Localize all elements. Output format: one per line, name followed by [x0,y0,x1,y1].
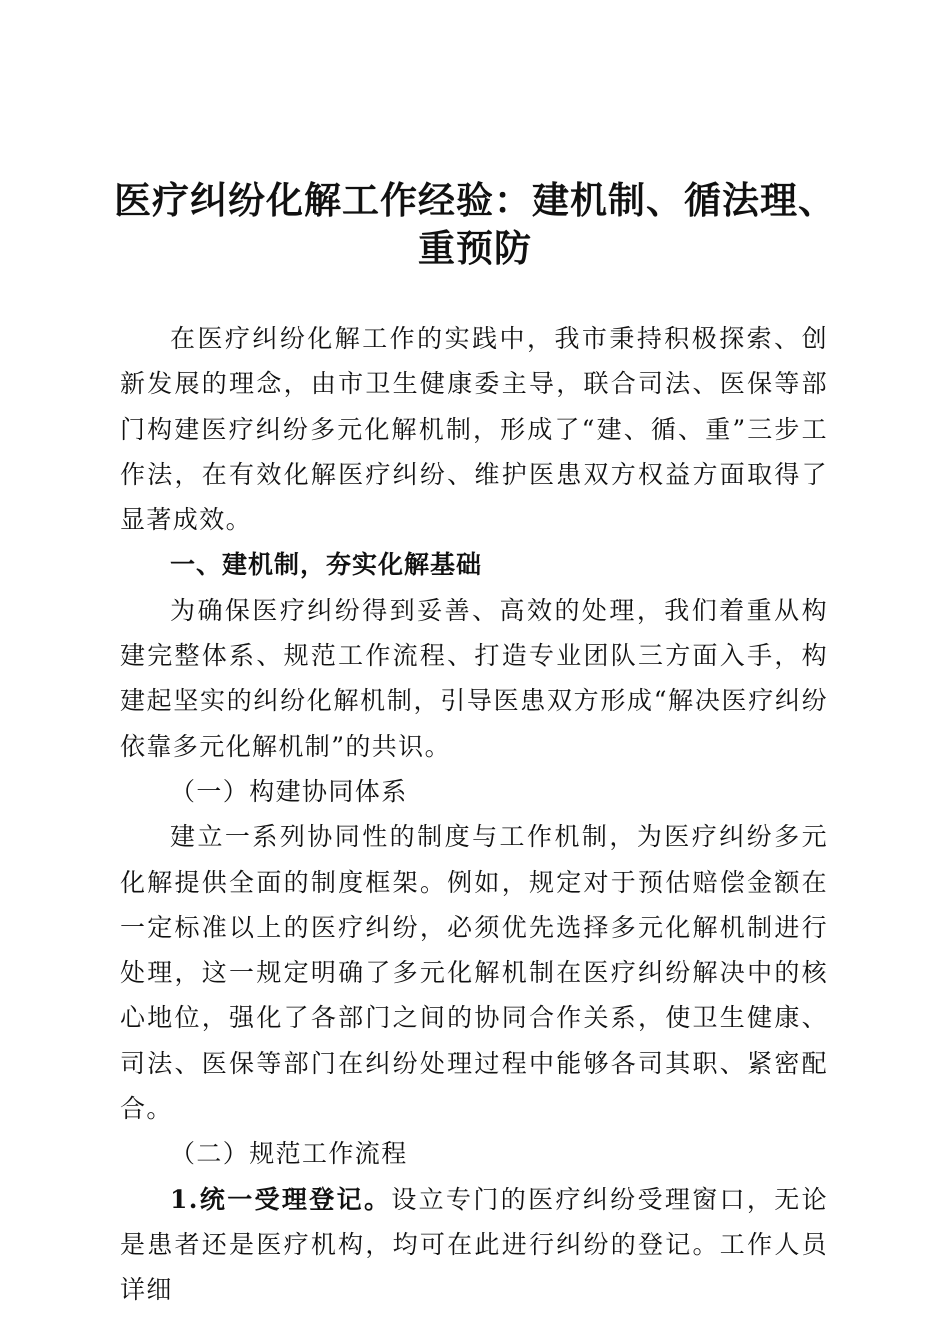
section-heading-1: 一、建机制，夯实化解基础 [170,550,483,580]
subsection-heading-1: （一）构建协同体系 [170,776,408,806]
item-lead: 1.统一受理登记。 [170,1184,392,1214]
section-1-paragraph: 为确保医疗纠纷得到妥善、高效的处理，我们着重从构建完整体系、规范工作流程、打造专业团队三方面入手，构建起坚实的纠纷化解机制，引导医患双方形成“解决医疗纠纷依靠多元化解机制”的共识。 [120,595,828,761]
intro-paragraph: 在医疗纠纷化解工作的实践中，我市秉持积极探索、创新发展的理念，由市卫生健康委主导，联合司法、医保等部门构建医疗纠纷多元化解机制，形成了“建、循、重”三步工作法，在有效化解医疗纠纷、维护医患双方权益方面取得了显著成效。 [120,324,828,535]
item-text: 设立专门的医疗纠纷受理窗口，无论是患者还是医疗机构，均可在此进行纠纷的登记。工作人员详细 [120,1184,829,1305]
document-title: 医疗纠纷化解工作经验：建机制、循法理、重预防 [114,178,836,270]
subsection-1-paragraph: 建立一系列协同性的制度与工作机制，为医疗纠纷多元化解提供全面的制度框架。例如，规定对于预估赔偿金额在一定标准以上的医疗纠纷，必须优先选择多元化解机制进行处理，这一规定明确了多元化解机制在医疗纠纷解决中的核心地位，强化了各部门之间的协同合作关系，使卫生健康、司法、医保等部门在纠纷处理过程中能够各司其职、紧密配合。 [120,822,828,1124]
item-paragraph-1 [120,1177,828,1313]
subsection-heading-2: （二）规范工作流程 [170,1139,408,1169]
document-body [120,316,828,1313]
